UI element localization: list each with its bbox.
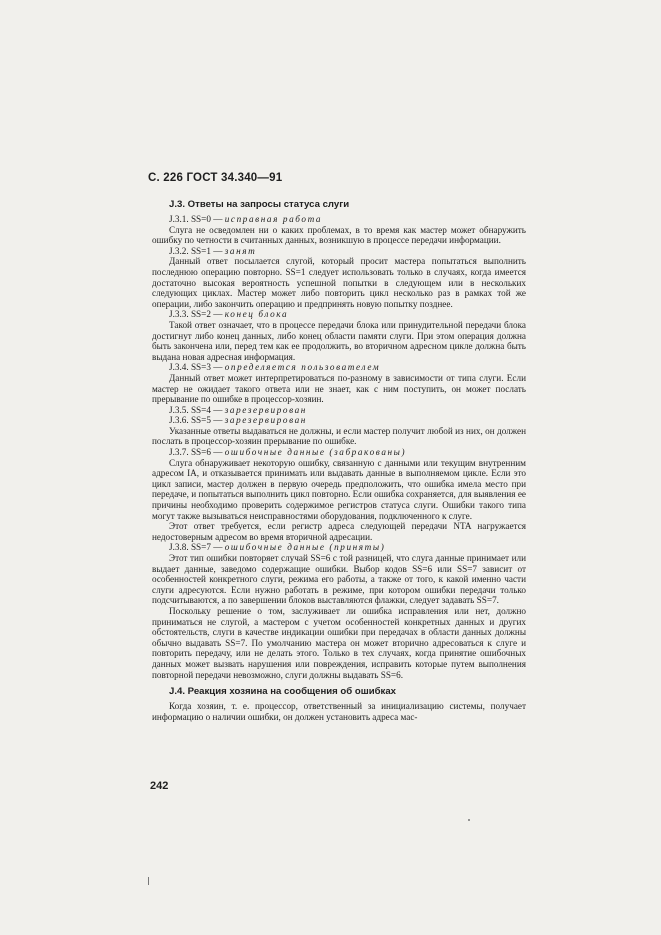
paragraph-j31: Слуга не осведомлен ни о каких проблемах, в то время как мастер может обнаружить ошибку по четности в считанных данных, возникшую в процессе передачи информации. — [152, 224, 526, 246]
paragraph-j37-1: Слуга обнаруживает некоторую ошибку, связанную с данными или текущим внутренним адресом IA, и отказывается принимать или выдавать данные в выполняемом цикле. Если это цикл записи, мастер должен в первую очередь предположить, что ошибка имела место при передаче, и попытаться выполнить цикл повторно. Если ошибка сохраняется, для выявления ее причины необходимо проверить содержимое регистров статуса слуги. Ошибки такого типа могут также вызываться неисправностями оборудования, подключенного к слуге. — [152, 457, 526, 521]
page-header: С. 226 ГОСТ 34.340—91 — [148, 172, 283, 184]
subsection-j34-heading — [152, 362, 526, 373]
subsection-number: J.3.6. SS=5 — — [169, 415, 225, 426]
subsection-number: J.3.4. SS=3 — — [169, 362, 225, 373]
subsection-j36-heading — [152, 415, 526, 426]
subsection-title: зарезервирован — [224, 404, 307, 415]
paragraph-j38-2: Поскольку решение о том, заслуживает ли ошибка исправления или нет, должно приниматься не слугой, а мастером с учетом особенностей конкретных данных и других обстоятельств, слуги в качестве индикации ошибки при передачах в области данных должны обычно выдавать SS=7. По умолчанию мастера он может вторично адресоваться к слуге и повторить передачу, или не делать этого. Только в тех случаях, когда принятие ошибочных данных может вызвать нарушения или повреждения, исправить которые путем выполнения повторной передачи невозможно, слуги должны выдавать SS=6. — [152, 605, 526, 680]
section-heading-j3: J.3. Ответы на запросы статуса слуги — [169, 199, 350, 210]
subsection-title: конец блока — [224, 309, 289, 320]
subsection-number: J.3.7. SS=6 — — [169, 447, 225, 458]
paragraph-j34: Данный ответ может интерпретироваться по-разному в зависимости от типа слуги. Если мастер не ожидает такого ответа или не знает, как с ним поступить, он может послать прерывание по ошибке в процессор-хозяин. — [152, 372, 526, 405]
scan-speck — [148, 877, 149, 885]
paragraph-j4: Когда хозяин, т. е. процессор, ответственный за инициализацию системы, получает информацию о наличии ошибки, он должен установить адреса мас- — [152, 701, 526, 722]
subsection-title: ошибочные данные (забракованы) — [224, 447, 407, 458]
subsection-number: J.3.5. SS=4 — — [169, 404, 225, 415]
paragraph-j33: Такой ответ означает, что в процессе передачи блока или принудительной передачи блока достигнут либо конец данных, либо конец области памяти слуги. При этом операция должна быть закончена или, перед тем как ее продолжить, во вторичном адресном цикле должна быть выдана новая адресная информация. — [152, 319, 526, 362]
paragraph-j38-1: Этот тип ошибки повторяет случай SS=6 с той разницей, что слуга данные принимает или выдает данные, заведомо содержащие ошибки. Выбор кодов SS=6 или SS=7 зависит от особенностей конкретного слуги, режима его работы, а также от того, к какой именно части слуги адресуются. Если нужно работать в режиме, при котором ошибки передачи только подсчитываются, а по завершении блоков выставляются флажки, следует задавать SS=7. — [152, 553, 526, 606]
subsection-j32-heading — [152, 246, 526, 257]
subsection-title: занят — [224, 245, 257, 256]
section-heading-j4: J.4. Реакция хозяина на сообщения об ошибках — [169, 686, 397, 698]
paragraph-j32: Данный ответ посылается слугой, который просит мастера попытаться выполнить последнюю операцию повторно. SS=1 следует использовать только в случаях, когда имеется достаточно высокая вероятность успешной попытки в следующем или в нескольких следующих циклах. Мастер может либо повторить цикл несколько раз в рамках той же операции, либо закончить операцию и предпринять новую попытку позднее. — [152, 256, 526, 309]
subsection-j37-heading — [152, 447, 526, 458]
subsection-title: определяется пользователем — [224, 362, 381, 373]
subsection-j35-heading — [152, 405, 526, 416]
scan-speck — [468, 819, 470, 821]
paragraph-j36: Указанные ответы выдаваться не должны, и если мастер получит любой из них, он должен послать в процессор-хозяин прерывание по ошибке. — [152, 425, 526, 447]
subsection-number: J.3.1. SS=0 — — [169, 214, 225, 224]
subsection-j38-heading — [152, 542, 526, 553]
page-number: 242 — [150, 780, 169, 792]
subsection-number: J.3.3. SS=2 — — [169, 309, 225, 320]
subsection-title: исправная работа — [224, 214, 323, 224]
subsection-title: зарезервирован — [224, 415, 307, 426]
paragraph-j37-2: Этот ответ требуется, если регистр адреса следующей передачи NTA нагружается недостоверным адресом во время вторичной адресации. — [152, 521, 526, 542]
section-j3 — [152, 199, 526, 722]
subsection-number: J.3.2. SS=1 — — [169, 245, 225, 256]
subsection-title: ошибочные данные (приняты) — [224, 542, 386, 553]
subsection-number: J.3.8. SS=7 — — [169, 542, 225, 553]
subsection-j33-heading — [152, 309, 526, 320]
subsection-j31-heading — [152, 214, 526, 225]
